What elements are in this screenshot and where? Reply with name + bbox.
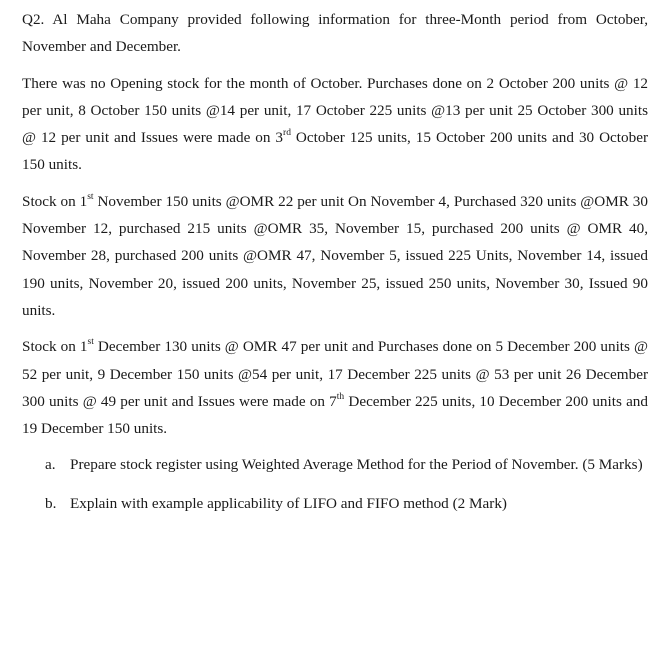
ordinal-superscript: th <box>336 391 345 402</box>
november-text-2: November 150 units @OMR 22 per unit On November 4, Purchased 320 units @OMR 30 November 12, purchased 215 units @OMR 35, November 15, purchased 200 units @ OMR 40, November 28, purchased 200 units @OMR 47, November 5, issued 225 Units, November 14, issued 190 units, November 20, issued 200 units, November 25, issued 250 units, November 30, Issued 90 units. <box>22 192 648 319</box>
task-marker: a. <box>45 456 56 474</box>
question-intro: Q2. Al Maha Company provided following information for three-Month period from October, November and December. <box>22 11 648 56</box>
october-paragraph <box>22 70 648 179</box>
task-text: Prepare stock register using Weighted Average Method for the Period of November. (5 Marks) <box>70 456 643 474</box>
task-item-a <box>22 451 648 479</box>
december-paragraph <box>22 333 648 442</box>
november-paragraph <box>22 188 648 324</box>
december-text-1: Stock on 1 <box>22 338 88 356</box>
october-text-1: There was no Opening stock for the month of October. Purchases done on 2 October 200 units @ 12 per unit, 8 October 150 units @14 per unit, 17 October 225 units @13 per unit 25 October 300 units @ 12 per unit and Issues were made on 3 <box>22 74 648 147</box>
november-text-1: Stock on 1 <box>22 192 88 210</box>
december-text-3: December 225 units, 10 December 200 units and 19 December 150 units. <box>22 392 648 438</box>
ordinal-superscript: rd <box>283 128 291 139</box>
ordinal-superscript: st <box>87 191 94 202</box>
task-marker: b. <box>45 494 57 512</box>
task-item-b <box>22 490 648 518</box>
task-text: Explain with example applicability of LIFO and FIFO method (2 Mark) <box>70 494 507 512</box>
ordinal-superscript: st <box>87 337 94 348</box>
task-list <box>22 451 648 518</box>
october-text-2: October 125 units, 15 October 200 units and 30 October 150 units. <box>22 129 648 174</box>
december-text-2: December 130 units @ OMR 47 per unit and Purchases done on 5 December 200 units @ 52 per unit, 9 December 150 units @54 per unit, 17 December 225 units @ 53 per unit 26 December 300 units @ 49 per unit and Issues were made on 7 <box>22 338 648 410</box>
question-document <box>22 6 648 528</box>
